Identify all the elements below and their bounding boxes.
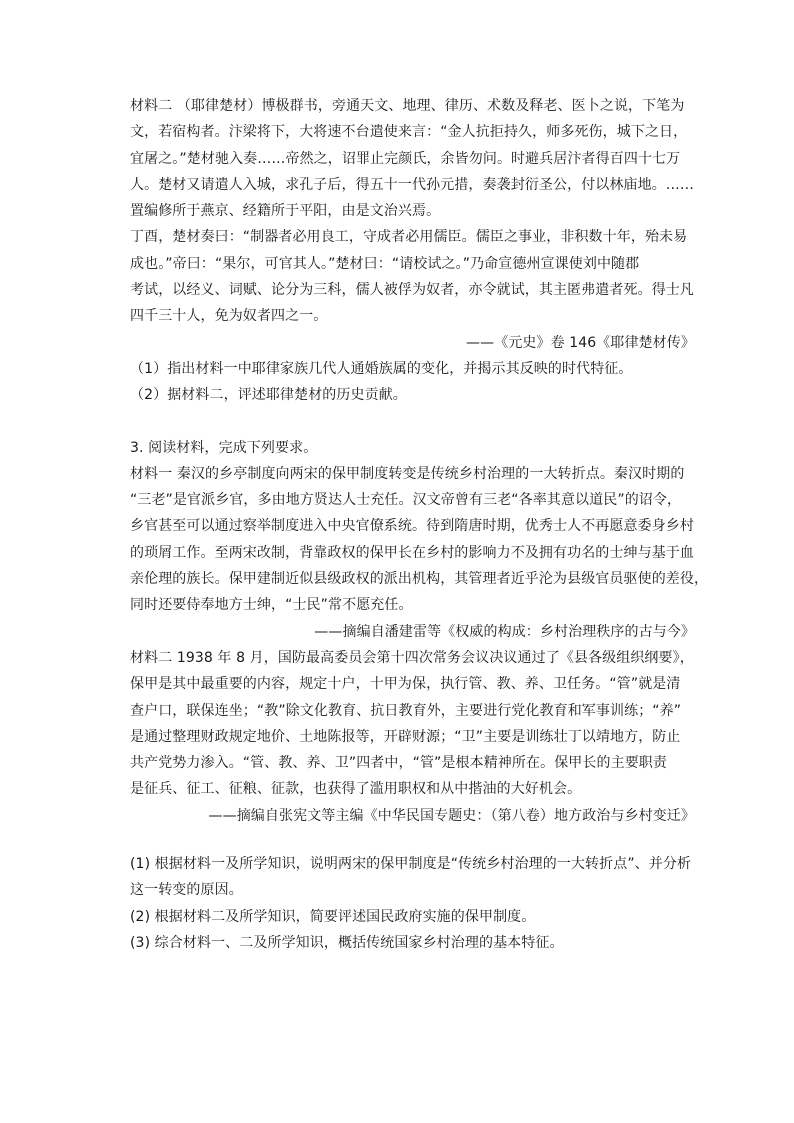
text-line: 文，若宿构者。汴梁将下，大将速不台遣使来言：“金人抗拒持久，师多死伤，城下之日， [130, 124, 688, 141]
question-item: (2) 根据材料二及所学知识，简要评述国民政府实施的保甲制度。 [130, 908, 536, 925]
question-item: (3) 综合材料一、二及所学知识，概括传统国家乡村治理的基本特征。 [130, 934, 564, 951]
text-line: 是通过整理财政规定地价、土地陈报等，开辟财源；“卫”主要是训练壮丁以靖地方，防止 [130, 728, 681, 745]
text-line: 亲伦理的族长。保甲建制近似县级政权的派出机构，其管理者近乎沦为县级官员驱使的差役， [130, 571, 709, 588]
text-line: 宜屠之。”楚材驰入奏……帝然之，诏罪止完颜氏，余皆勿问。时避兵居汴者得百四十七万 [130, 150, 681, 167]
q2-questions [130, 356, 695, 409]
q3-questions [130, 851, 695, 956]
question-item: （1）指出材料一中耶律家族几代人通婚族属的变化，并揭示其反映的时代特征。 [130, 360, 633, 377]
q3-heading: 3. 阅读材料，完成下列要求。 [130, 439, 318, 456]
text-line: 四千三十人，免为奴者四之一。 [130, 308, 328, 325]
q2-material2 [130, 93, 695, 330]
text-line: 置编修所于燕京、经籍所于平阳，由是文治兴焉。 [130, 203, 441, 220]
q3-material2 [130, 645, 695, 803]
text-line: 是征兵、征工、征粮、征款，也获得了滥用职权和从中揩油的大好机会。 [130, 781, 582, 798]
q3-material1 [130, 461, 709, 619]
text-line: 保甲是其中最重要的内容，规定十户，十甲为保，执行管、教、养、卫任务。“管”就是清 [130, 676, 681, 693]
text-line: “三老”是官派乡官，多由地方贤达人士充任。汉文帝曾有三老“各率其意以道民”的诏令， [130, 492, 682, 509]
text-line: 共产党势力渗入。“管、教、养、卫”四者中，“管”是根本精神所在。保甲长的主要职责 [130, 755, 668, 772]
question-item: 这一转变的原因。 [130, 882, 243, 899]
text-line: 成也。”帝曰：“果尔，可官其人。”楚材曰：“请校试之。”乃命宣德州宣课使刘中随郡 [130, 255, 640, 272]
text-line: 丁酉，楚材奏曰：“制器者必用良工，守成者必用儒臣。儒臣之事业，非积数十年，殆未易 [130, 229, 688, 246]
text-line: 查户口，联保连坐；“教”除文化教育、抗日教育外，主要进行党化教育和军事训练；“养” [130, 702, 682, 719]
text-line: 材料二 （耶律楚材）博极群书，旁通天文、地理、律历、术数及释老、医卜之说，下笔为 [130, 98, 685, 114]
text-line: 乡官甚至可以通过察举制度进入中央官僚系统。待到隋唐时期，优秀士人不再愿意委身乡村 [130, 518, 694, 535]
q2-source-citation: ——《元史》卷 146《耶律楚材传》 [466, 334, 695, 351]
text-line: 人。楚材又请遣人入城，求孔子后，得五十一代孙元措，奏袭封衍圣公，付以林庙地。…… [130, 176, 694, 193]
exam-page [130, 93, 709, 956]
question-item: (1) 根据材料一及所学知识，说明两宋的保甲制度是“传统乡村治理的一大转折点”、并分析 [130, 856, 692, 873]
text-line: 材料二 1938 年 8 月，国防最高委员会第十四次常务会议决议通过了《县各级组织纲要》， [130, 649, 694, 666]
text-line: 材料一 秦汉的乡亭制度向两宋的保甲制度转变是传统乡村治理的一大转折点。秦汉时期的 [130, 465, 685, 482]
text-line: 同时还要侍奉地方士绅，“士民”常不愿充任。 [130, 597, 413, 614]
question-item: （2）据材料二，评述耶律楚材的历史贡献。 [130, 387, 407, 404]
q3-source2-citation: ——摘编自张宪文等主编《中华民国专题史：（第八卷）地方政治与乡村变迁》 [208, 807, 695, 824]
q3-source1-citation: ——摘编自潘建雷等《权威的构成：乡村治理秩序的古与今》 [314, 623, 695, 640]
text-line: 考试，以经义、词赋、论分为三科，儒人被俘为奴者，亦令就试，其主匿弗遣者死。得士凡 [130, 282, 694, 299]
text-line: 的琐屑工作。至两宋改制，背靠政权的保甲长在乡村的影响力不及拥有功名的士绅与基于血 [130, 544, 694, 561]
